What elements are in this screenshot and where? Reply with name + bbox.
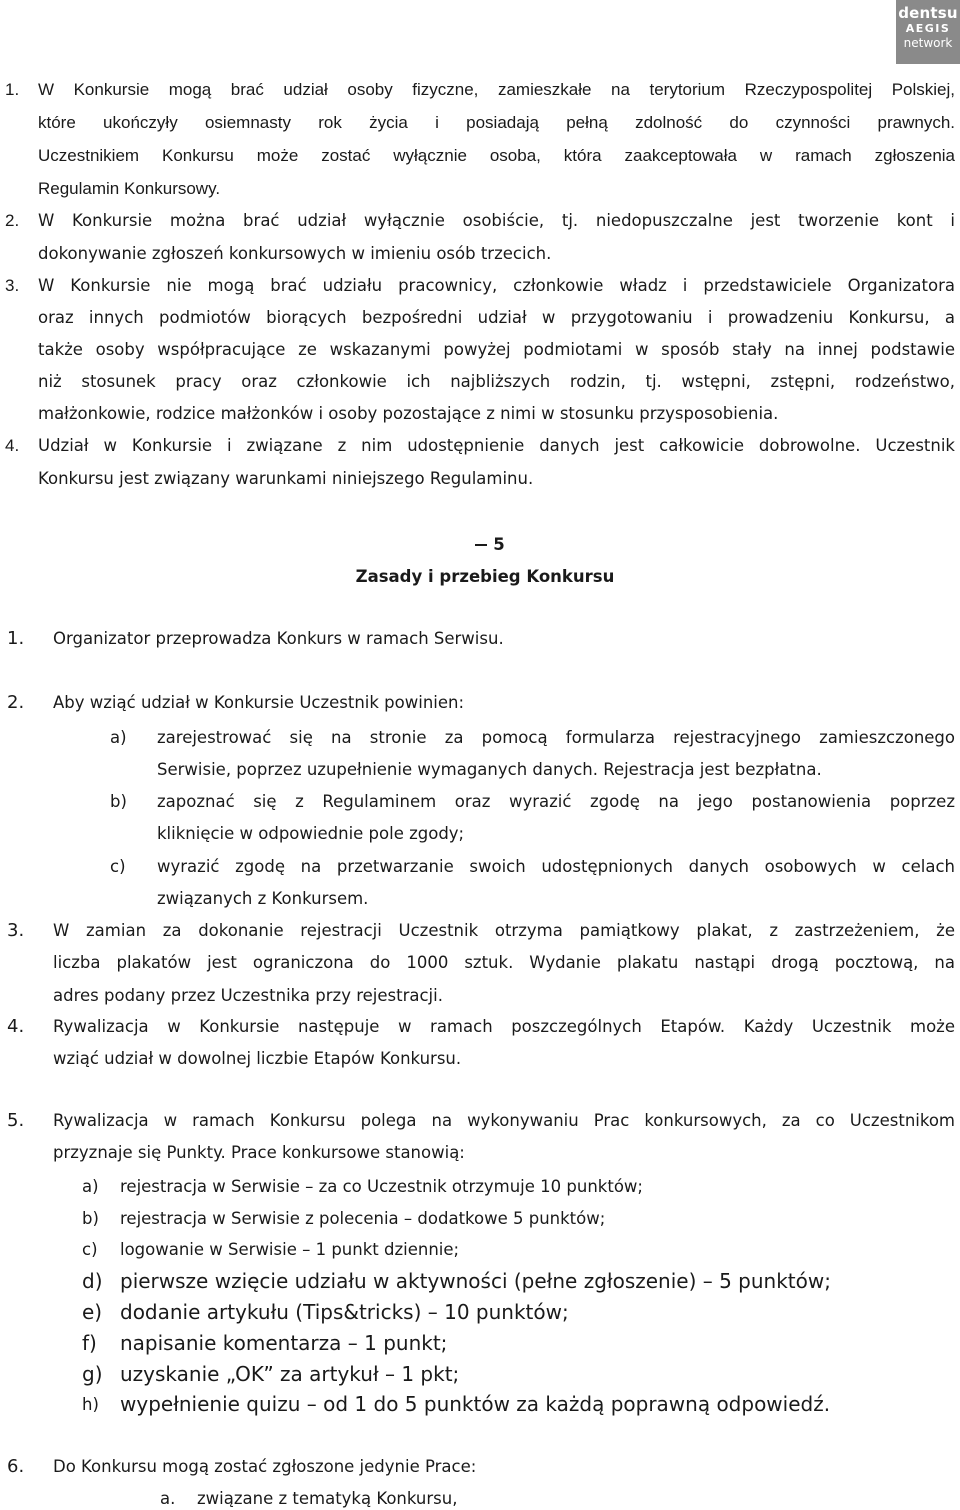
s4-p4-line-1: Udział w Konkursie i związane z nim udostępnienie danych jest całkowicie dobrowolne. Uczestnik: [38, 436, 955, 455]
s5-p5-item-text: pierwsze wzięcie udziału w aktywności (pełne zgłoszenie) – 5 punktów;: [120, 1269, 831, 1293]
logo-line-3: network: [903, 36, 953, 50]
s4-p1-line-2: które ukończyły osiemnasty rok życia i posiadają pełną zdolność do czynności prawnych.: [38, 113, 955, 132]
s4-p1-line-1: W Konkursie mogą brać udział osoby fizyczne, zamieszkałe na terytorium Rzeczypospolitej Polskiej,: [38, 80, 955, 99]
s5-p2-b-letter: b): [110, 792, 127, 811]
s4-p3-line-5: małżonkowie, rodzice małżonków i osoby pozostające z nimi w stosunku przysposobienia.: [38, 404, 779, 423]
logo-line-2: AEGIS: [905, 22, 951, 35]
s5-p6-a-text: związane z tematyką Konkursu,: [197, 1489, 458, 1508]
s5-p4-number: 4.: [7, 1016, 25, 1037]
s5-p2-c-line-2: związanych z Konkursem.: [157, 889, 369, 908]
s5-p6-line-1: Do Konkursu mogą zostać zgłoszone jedynie Prace:: [53, 1457, 477, 1476]
s4-p3-line-4: niż stosunek pracy oraz członkowie ich najbliższych rodzin, tj. wstępni, zstępni, rodzeństwo,: [38, 372, 955, 391]
s5-p2-line-1: Aby wziąć udział w Konkursie Uczestnik powinien:: [53, 693, 465, 712]
s5-p5-item-letter: e): [82, 1300, 103, 1324]
s5-p1-number: 1.: [7, 628, 25, 649]
s5-p5-item-letter: b): [82, 1209, 99, 1228]
s5-p3-line-2: liczba plakatów jest ograniczona do 1000 sztuk. Wydanie plakatu nastąpi drogą pocztową, na: [53, 953, 955, 972]
s5-p5-item-letter: g): [82, 1362, 103, 1386]
s5-p2-number: 2.: [7, 692, 25, 713]
s5-p4-line-1: Rywalizacja w Konkursie następuje w ramach poszczególnych Etapów. Każdy Uczestnik może: [53, 1017, 955, 1036]
paragraph-symbol-icon: [475, 534, 487, 546]
s5-p5-item-text: rejestracja w Serwisie – za co Uczestnik otrzymuje 10 punktów;: [120, 1177, 643, 1196]
s5-p1-line-1: Organizator przeprowadza Konkurs w ramach Serwisu.: [53, 629, 504, 648]
s5-p5-item-text: rejestracja w Serwisie z polecenia – dodatkowe 5 punktów;: [120, 1209, 606, 1228]
s5-p3-line-3: adres podany przez Uczestnika przy rejestracji.: [53, 986, 443, 1005]
s4-p2-line-1: W Konkursie można brać udział wyłącznie osobiście, tj. niedopuszczalne jest tworzenie kont i: [38, 211, 955, 230]
s4-p3-line-1: W Konkursie nie mogą brać udziału pracownicy, członkowie władz i przedstawiciele Organizatora: [38, 276, 955, 295]
s5-p5-item-letter: a): [82, 1177, 99, 1196]
s5-p2-b-line-2: kliknięcie w odpowiednie pole zgody;: [157, 824, 465, 843]
s5-p2-a-letter: a): [110, 728, 127, 747]
s4-p2-number: 2.: [5, 211, 20, 230]
s5-p5-item-letter: c): [82, 1240, 98, 1259]
s4-p1-line-3: Uczestnikiem Konkursu może zostać wyłącznie osoba, która zaakceptowała w ramach zgłoszenia: [38, 146, 955, 165]
s4-p1-line-4: Regulamin Konkursowy.: [38, 179, 221, 198]
s5-p5-item-letter: f): [82, 1331, 97, 1355]
s5-p5-item-text: uzyskanie „OK” za artykuł – 1 pkt;: [120, 1362, 460, 1386]
s5-p5-item-letter: d): [82, 1269, 103, 1293]
s5-p2-a-line-1: zarejestrować się na stronie za pomocą formularza rejestracyjnego zamieszczonego: [157, 728, 955, 747]
s5-p2-c-line-1: wyrazić zgodę na przetwarzanie swoich udostępnionych danych osobowych w celach: [157, 857, 955, 876]
s5-p6-number: 6.: [7, 1456, 25, 1477]
s5-p5-item-text: wypełnienie quizu – od 1 do 5 punktów za każdą poprawną odpowiedź.: [120, 1392, 831, 1416]
s5-p5-line-1: Rywalizacja w ramach Konkursu polega na wykonywaniu Prac konkursowych, za co Uczestnikom: [53, 1111, 955, 1130]
section-5-number-text: 5: [493, 535, 505, 554]
s5-p5-line-2: przyznaje się Punkty. Prace konkursowe stanowią:: [53, 1143, 465, 1162]
s5-p5-number: 5.: [7, 1110, 25, 1131]
section-5-number: [0, 534, 960, 556]
logo-line-1: dentsu: [898, 4, 958, 22]
s5-p2-b-line-1: zapoznać się z Regulaminem oraz wyrazić zgodę na jego postanowienia poprzez: [157, 792, 955, 811]
s5-p5-item-letter: h): [82, 1395, 99, 1414]
dentsu-aegis-logo: [896, 0, 960, 64]
s5-p3-line-1: W zamian za dokonanie rejestracji Uczestnik otrzyma pamiątkowy plakat, z zastrzeżeniem, że: [53, 921, 955, 940]
s4-p3-line-2: oraz innych podmiotów biorących bezpośredni udział w przygotowaniu i prowadzeniu Konkursu, a: [38, 308, 955, 327]
s4-p3-number: 3.: [5, 276, 20, 295]
s4-p4-line-2: Konkursu jest związany warunkami niniejszego Regulaminu.: [38, 469, 534, 488]
s5-p5-item-text: dodanie artykułu (Tips&tricks) – 10 punktów;: [120, 1300, 569, 1324]
s4-p2-line-2: dokonywanie zgłoszeń konkursowych w imieniu osób trzecich.: [38, 244, 552, 263]
s5-p2-c-letter: c): [110, 857, 126, 876]
s5-p4-line-2: wziąć udział w dowolnej liczbie Etapów Konkursu.: [53, 1049, 462, 1068]
s5-p3-number: 3.: [7, 920, 25, 941]
s4-p3-line-3: także osoby współpracujące ze wskazanymi powyżej podmiotami w sposób stały na innej podstawie: [38, 340, 955, 359]
s5-p6-a-letter: a.: [160, 1489, 176, 1508]
s5-p5-item-text: logowanie w Serwisie – 1 punkt dziennie;: [120, 1240, 460, 1259]
s5-p5-item-text: napisanie komentarza – 1 punkt;: [120, 1331, 448, 1355]
s4-p4-number: 4.: [5, 436, 20, 455]
s5-p2-a-line-2: Serwisie, poprzez uzupełnienie wymaganych danych. Rejestracja jest bezpłatna.: [157, 760, 822, 779]
s4-p1-number: 1.: [5, 80, 20, 99]
section-5-heading: Zasady i przebieg Konkursu: [355, 567, 615, 586]
